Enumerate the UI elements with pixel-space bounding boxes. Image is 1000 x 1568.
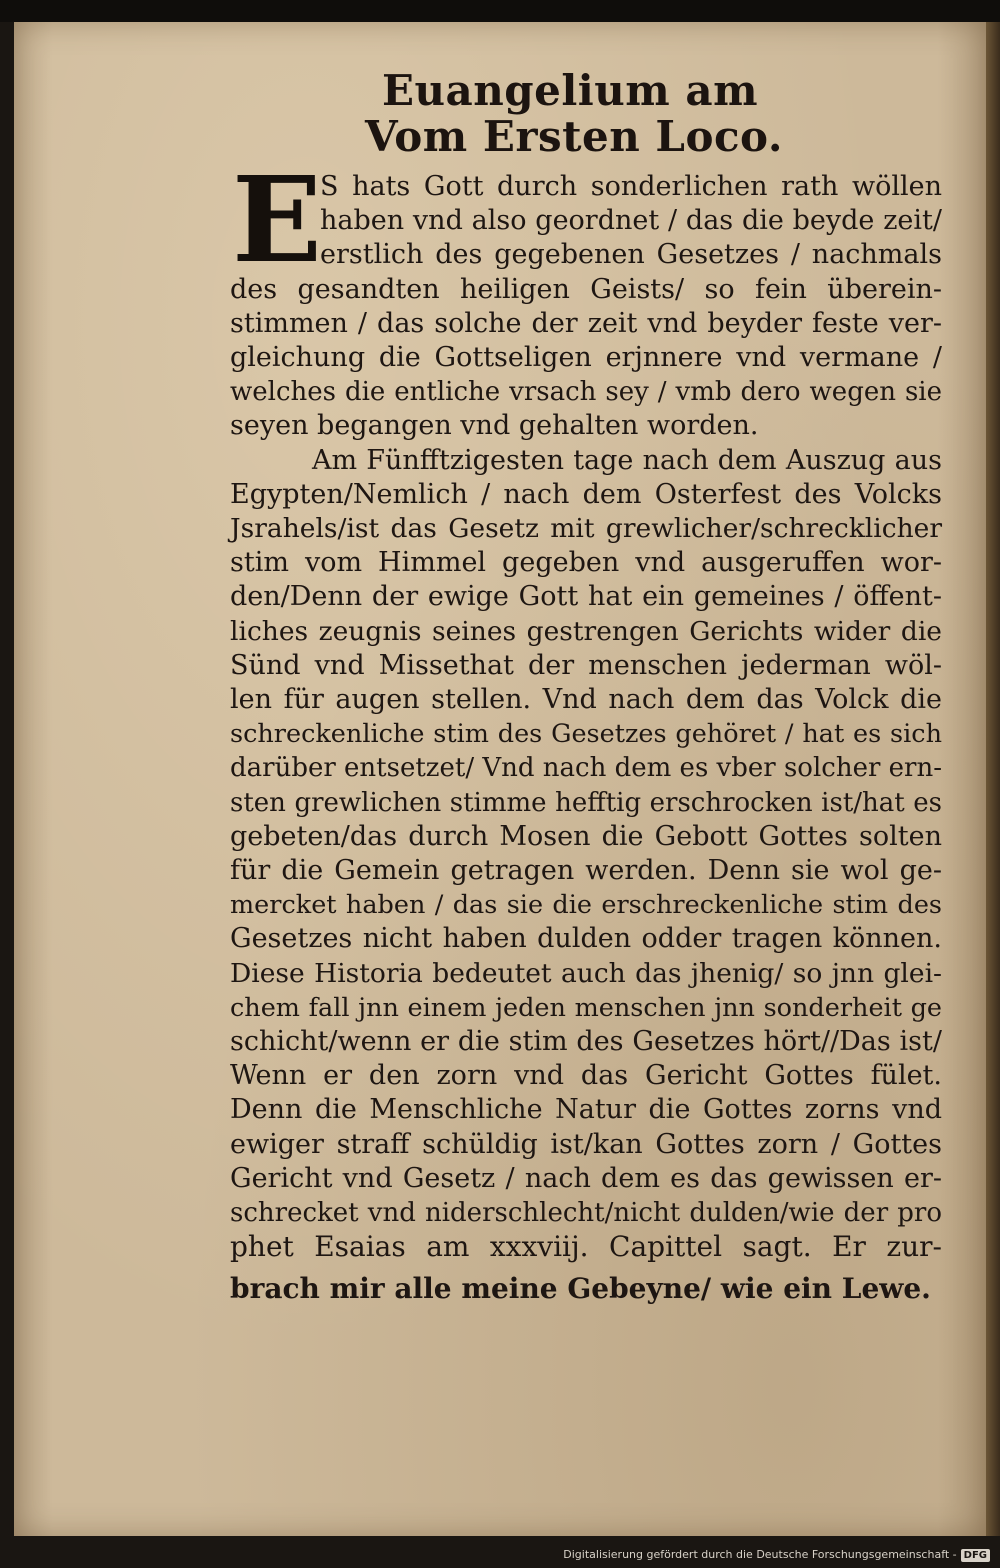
text-line: Jsrahels/ist das Gesetz mit grewlicher/schrecklicher — [230, 513, 942, 544]
text-line: S hats Gott durch sonderlichen rath wöllen — [320, 171, 942, 202]
text-line: Gesetzes nicht haben dulden odder tragen können. — [230, 923, 942, 955]
text-line: mercket haben / das sie die erschreckenliche stim des — [230, 890, 942, 921]
text-line: Diese Historia bedeutet auch das jhenig/ so jnn glei- — [230, 957, 942, 989]
text-line: den/Denn der ewige Gott hat ein gemeines / öffent- — [230, 581, 942, 613]
text-line: phet Esaias am xxxviij. Capittel sagt. Er zur- — [230, 1230, 942, 1264]
text-line: Gericht vnd Gesetz / nach dem es das gewissen er- — [230, 1162, 942, 1194]
text-line: gleichung die Gottseligen erjnnere vnd vermane / — [230, 342, 942, 373]
text-line: Egypten/Nemlich / nach dem Osterfest des Volcks — [230, 478, 942, 510]
digitization-credit — [563, 1548, 990, 1562]
text-line: Wenn er den zorn vnd das Gericht Gottes fület. — [230, 1060, 942, 1092]
text-line: des gesandten heiligen Geists/ so fein überein- — [230, 273, 942, 305]
text-line: schrecket vnd niderschlecht/nicht dulden/wie der pro — [230, 1198, 942, 1228]
book-spine-edge — [986, 22, 1000, 1536]
text-line: len für augen stellen. Vnd nach dem das Volck die — [230, 684, 942, 715]
text-line: Denn die Menschliche Natur die Gottes zorns vnd — [230, 1094, 942, 1126]
dfg-logo: DFG — [961, 1549, 990, 1562]
page-heading-line-1: Euangelium am — [381, 66, 759, 115]
text-line: Sünd vnd Missethat der menschen jederman wöl- — [230, 649, 942, 681]
credit-text: Digitalisierung gefördert durch die Deutsche Forschungsgemeinschaft - — [563, 1548, 957, 1561]
page-heading-line-2: Vom Ersten Loco. — [365, 112, 783, 161]
text-line: welches die entliche vrsach sey / vmb dero wegen sie — [230, 377, 942, 408]
text-line: liches zeugnis seines gestrengen Gerichts wider die — [230, 615, 942, 647]
text-line: für die Gemein getragen werden. Denn sie wol ge- — [230, 855, 942, 886]
text-line: chem fall jnn einem jeden menschen jnn sonderheit ge — [230, 992, 942, 1023]
text-line: ewiger straff schüldig ist/kan Gottes zorn / Gottes — [230, 1128, 942, 1160]
text-line: sten grewlichen stimme hefftig erschrocken ist/hat es — [230, 787, 942, 818]
text-line: haben vnd also geordnet / das die beyde zeit/ — [320, 205, 942, 237]
text-line: stimmen / das solche der zeit vnd beyder feste ver- — [230, 307, 942, 339]
text-line: darüber entsetzet/ Vnd nach dem es vber solcher ern- — [230, 753, 943, 784]
text-line: brach mir alle meine Gebeyne/ wie ein Lewe. — [230, 1272, 931, 1306]
text-line: schicht/wenn er die stim des Gesetzes hört//Das ist/ — [230, 1026, 942, 1057]
text-line: gebeten/das durch Mosen die Gebott Gottes solten — [230, 820, 942, 852]
decorated-initial-letter: E — [232, 150, 322, 289]
text-line: seyen begangen vnd gehalten worden. — [230, 410, 759, 442]
text-line: schreckenliche stim des Gesetzes gehöret / hat es sich — [230, 719, 942, 750]
text-line: Am Fünfftzigesten tage nach dem Auszug aus — [312, 444, 942, 476]
scan-top-border — [0, 0, 1000, 22]
text-line: stim vom Himmel gegeben vnd ausgeruffen wor- — [230, 547, 942, 579]
text-line: erstlich des gegebenen Gesetzes / nachmals — [320, 239, 942, 271]
